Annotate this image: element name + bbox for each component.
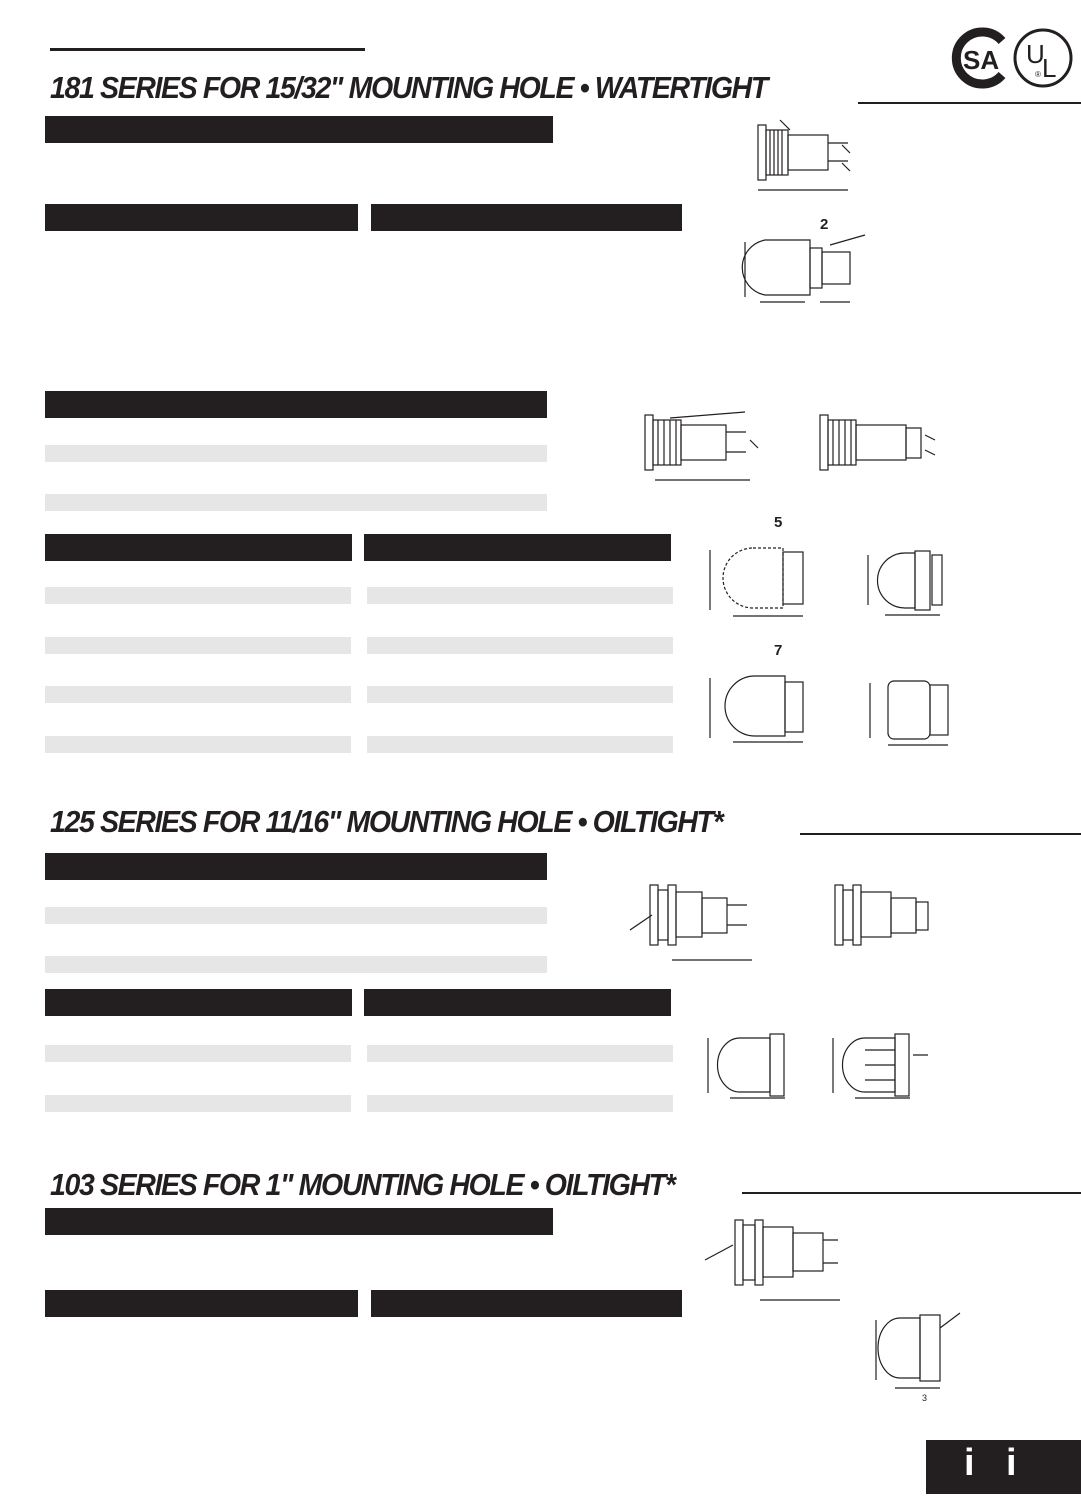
- csa-logo: [950, 27, 1012, 89]
- table-header: [45, 204, 358, 231]
- table-row: [45, 445, 547, 462]
- table-header: [371, 204, 682, 231]
- lens-drawing: [705, 670, 815, 745]
- section-title: 181 SERIES FOR 15/32" MOUNTING HOLE • WATERTIGHT: [50, 70, 767, 105]
- header-rule: [50, 48, 365, 51]
- table-header: [45, 534, 352, 561]
- socket-drawing: [705, 1215, 855, 1305]
- lens-drawing: [700, 1030, 800, 1105]
- lens-drawing: [870, 1310, 970, 1395]
- socket-drawing: [750, 115, 860, 200]
- socket-drawing: [630, 880, 770, 960]
- lens-drawing: [860, 675, 960, 750]
- section-title: 103 SERIES FOR 1" MOUNTING HOLE • OILTIGHT*: [50, 1167, 675, 1202]
- table-row: [367, 587, 673, 604]
- table-row: [367, 1045, 673, 1062]
- figure-label: 5: [774, 514, 783, 531]
- table-row: [367, 736, 673, 753]
- page-tab-left: i: [964, 1442, 975, 1484]
- table-row: [45, 1095, 351, 1112]
- title-rule: [858, 102, 1081, 104]
- page-tab-right: i: [1006, 1442, 1017, 1484]
- socket-drawing: [815, 410, 945, 480]
- figure-label: 3: [922, 1393, 928, 1403]
- table-row: [45, 907, 547, 924]
- figure-label: 2: [820, 216, 829, 233]
- lens-drawing: [705, 540, 815, 620]
- table-row: [367, 686, 673, 703]
- title-rule: [742, 1192, 1081, 1194]
- table-header: [45, 1290, 358, 1317]
- table-header: [45, 853, 547, 880]
- table-row: [45, 736, 351, 753]
- table-header: [45, 989, 352, 1016]
- lens-drawing: [740, 230, 860, 310]
- table-row: [45, 494, 547, 511]
- svg-text:®: ®: [1035, 70, 1041, 79]
- lens-drawing: [860, 545, 960, 620]
- table-row: [45, 587, 351, 604]
- table-header: [364, 534, 671, 561]
- table-row: [45, 637, 351, 654]
- socket-drawing: [830, 880, 960, 950]
- svg-text:L: L: [1042, 53, 1057, 83]
- table-row: [367, 637, 673, 654]
- table-header: [45, 116, 553, 143]
- ul-logo: [1012, 27, 1074, 89]
- table-header: [45, 391, 547, 418]
- table-row: [45, 956, 547, 973]
- table-row: [367, 1095, 673, 1112]
- table-row: [45, 1045, 351, 1062]
- table-header: [364, 989, 671, 1016]
- table-header: [371, 1290, 682, 1317]
- socket-drawing: [640, 410, 770, 490]
- table-header: [45, 1208, 553, 1235]
- table-row: [45, 686, 351, 703]
- svg-text:U: U: [1026, 39, 1045, 69]
- figure-label: 7: [774, 642, 783, 659]
- page-tab: [926, 1440, 1081, 1494]
- lens-drawing: [825, 1030, 935, 1105]
- section-title: 125 SERIES FOR 11/16" MOUNTING HOLE • OILTIGHT*: [50, 804, 723, 839]
- svg-text:SA: SA: [963, 45, 1000, 75]
- title-rule: [800, 833, 1081, 835]
